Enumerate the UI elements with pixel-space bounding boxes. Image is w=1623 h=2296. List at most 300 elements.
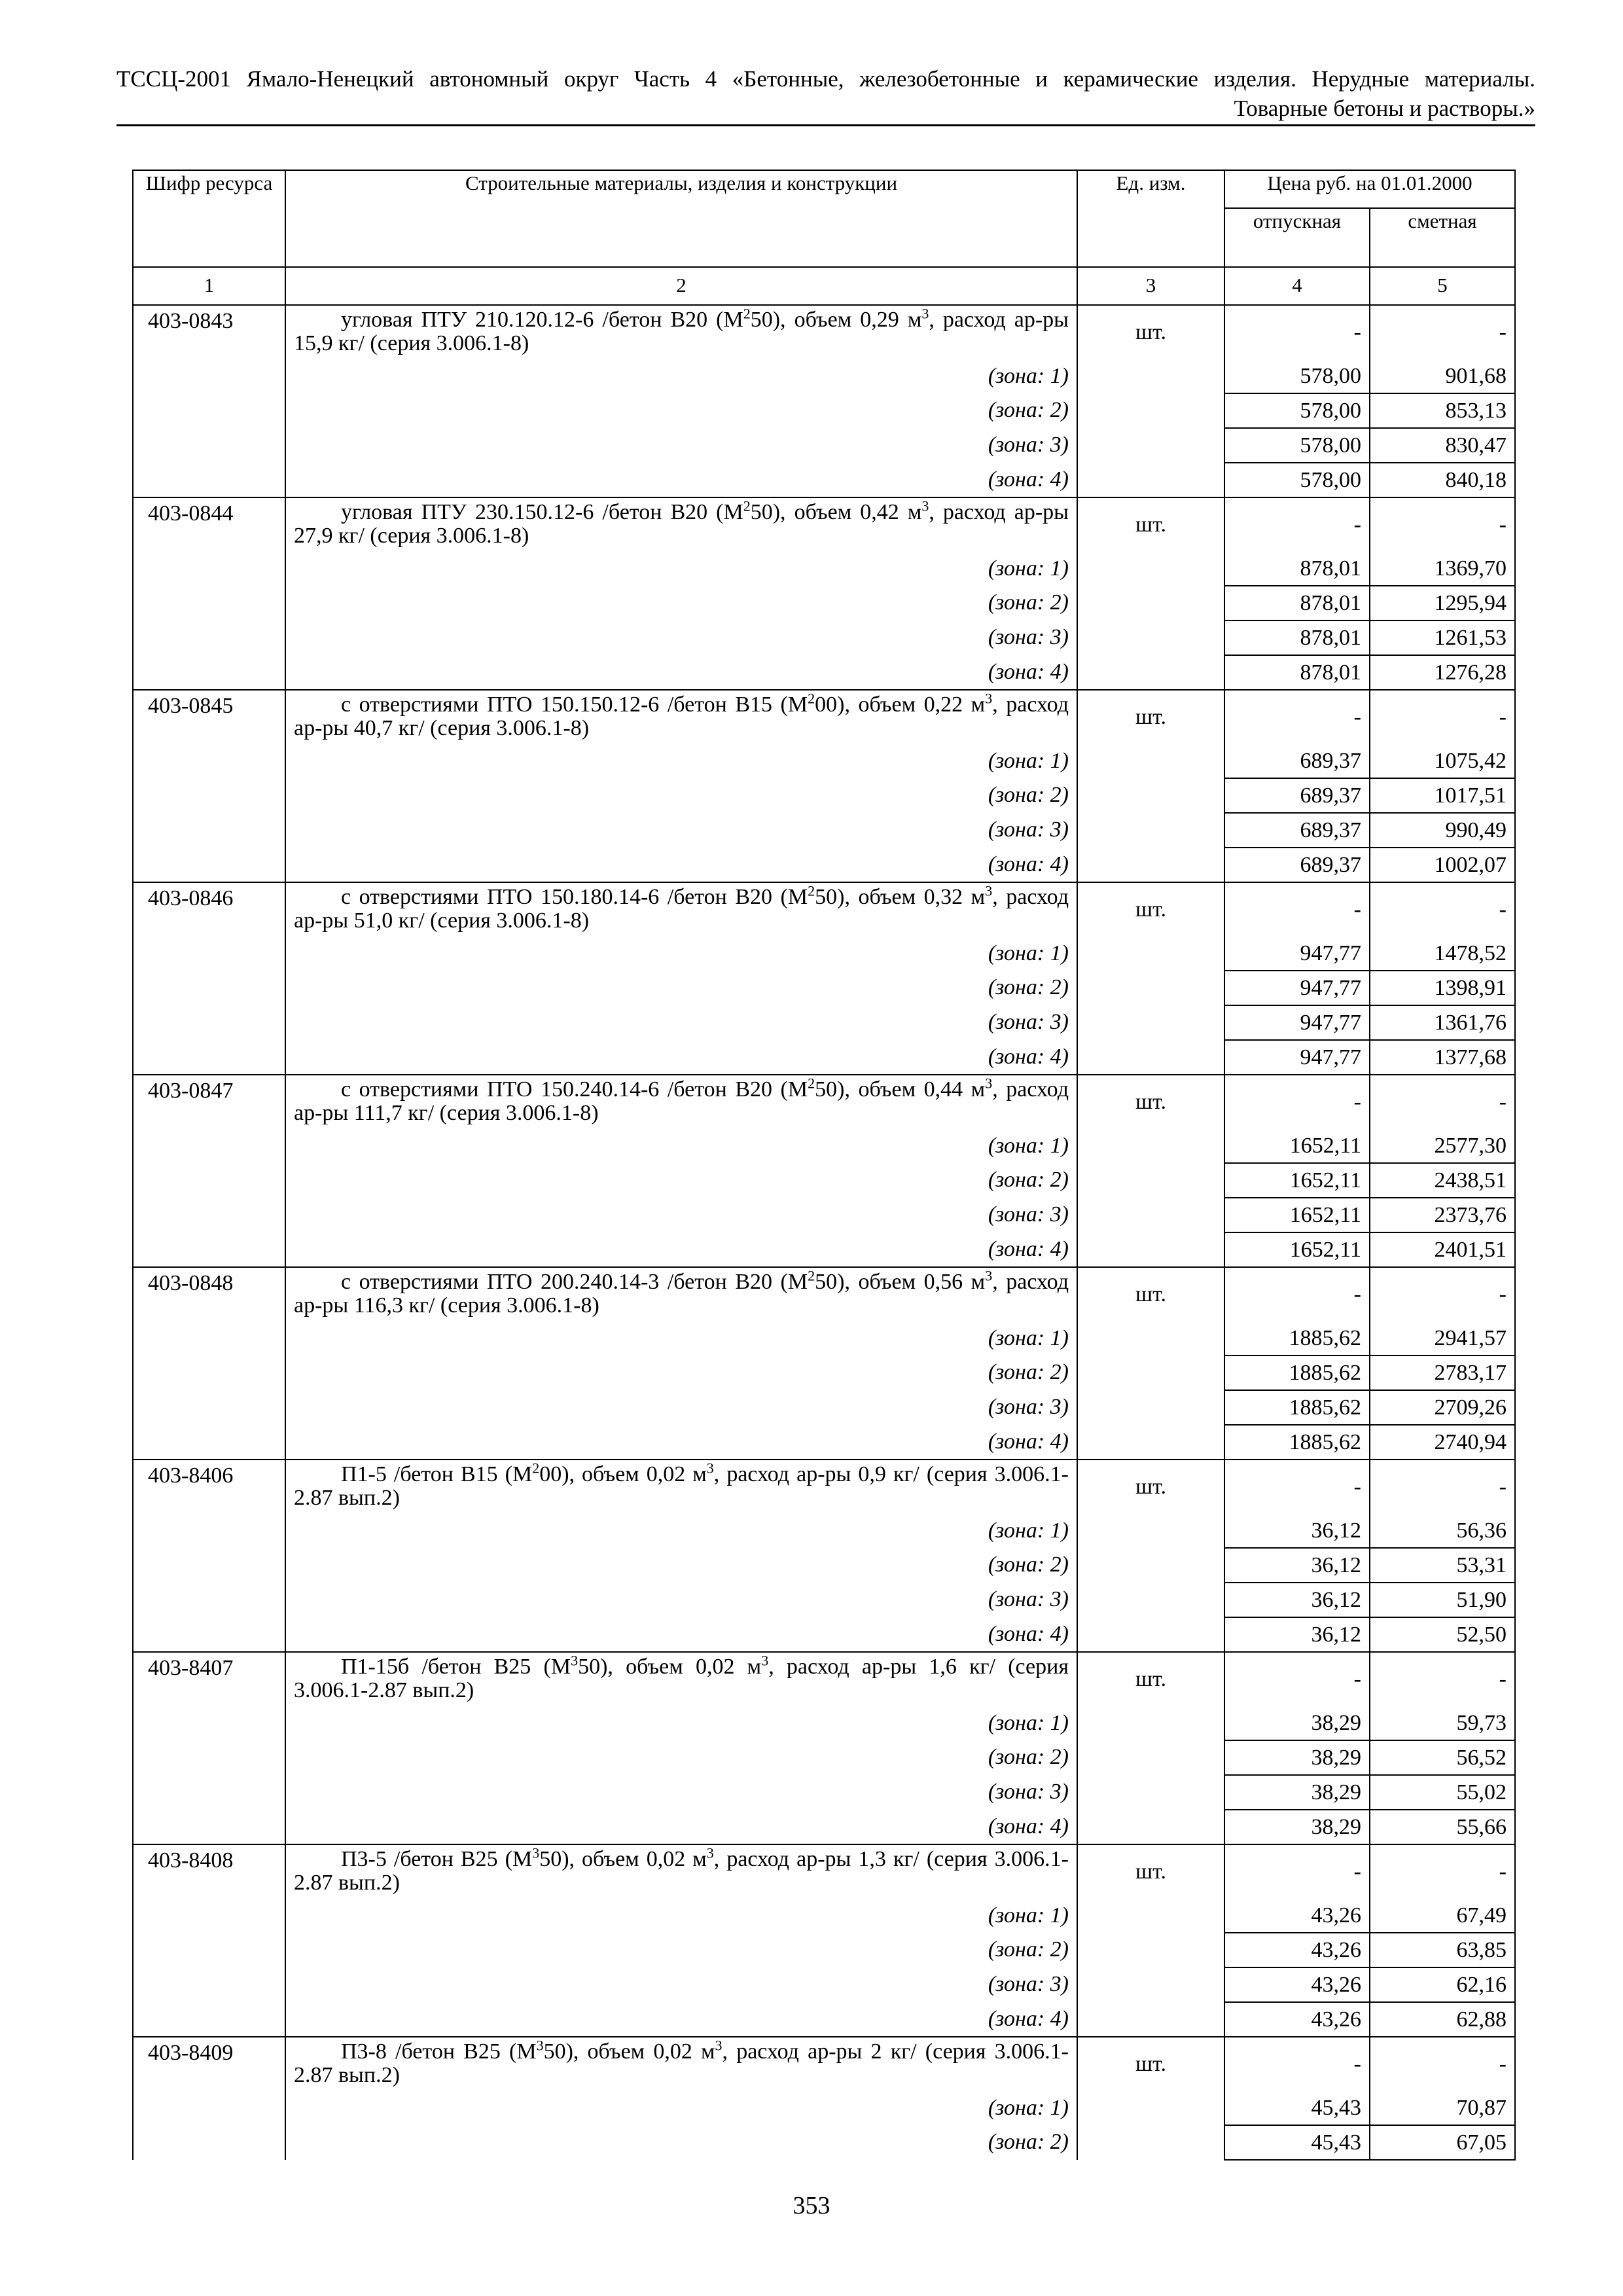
zone-estimate-price: 1017,51 [1370, 778, 1515, 813]
item-description-text [294, 1844, 1069, 1895]
item-description-text [294, 1075, 1069, 1125]
zone-label: (зона: 3) [285, 1198, 1077, 1232]
zone-row [133, 393, 1515, 428]
zone-unit [1077, 1198, 1224, 1232]
zone-row [133, 655, 1515, 690]
item-description [285, 1844, 1077, 1899]
description-part: , расход ар-ры 51,0 кг/ (серия 3.006.1-8) [294, 885, 1069, 933]
description-part: , расход ар-ры 15,9 кг/ (серия 3.006.1-8) [294, 308, 1069, 355]
release-price: - [1224, 1652, 1370, 1706]
estimate-price: - [1370, 497, 1515, 552]
zone-unit [1077, 1583, 1224, 1617]
zone-release-price: 36,12 [1224, 1548, 1370, 1583]
resource-code: 403-0843 [133, 305, 285, 497]
zone-label: (зона: 1) [285, 937, 1077, 971]
description-part: , расход ар-ры 40,7 кг/ (серия 3.006.1-8) [294, 692, 1069, 740]
zone-estimate-price: 70,87 [1370, 2091, 1515, 2125]
table-row [133, 1844, 1515, 1899]
zone-label: (зона: 4) [285, 848, 1077, 882]
zone-estimate-price: 2577,30 [1370, 1129, 1515, 1163]
item-description-text [294, 1652, 1069, 1702]
zone-label: (зона: 3) [285, 1390, 1077, 1425]
zone-row [133, 1040, 1515, 1075]
description-part: , расход ар-ры 111,7 кг/ (серия 3.006.1-8) [294, 1077, 1069, 1125]
zone-estimate-price: 56,52 [1370, 1740, 1515, 1775]
zone-unit [1077, 848, 1224, 882]
zone-release-price: 43,26 [1224, 2002, 1370, 2037]
description-part: с отверстиями ПТО 150.240.14-6 /бетон В20 (М [341, 1077, 808, 1102]
zone-label: (зона: 2) [285, 778, 1077, 813]
zone-row [133, 2002, 1515, 2037]
item-description [285, 1460, 1077, 1514]
zone-unit [1077, 1005, 1224, 1040]
zone-unit [1077, 552, 1224, 586]
zone-estimate-price: 2740,94 [1370, 1425, 1515, 1460]
description-part: 3 [985, 882, 993, 899]
zone-estimate-price: 2783,17 [1370, 1355, 1515, 1390]
resource-code: 403-0844 [133, 497, 285, 690]
zone-release-price: 38,29 [1224, 1740, 1370, 1775]
table-row [133, 882, 1515, 937]
unit-of-measure: шт. [1077, 497, 1224, 552]
zone-unit [1077, 1040, 1224, 1075]
description-part: 3 [532, 1844, 540, 1861]
release-price: - [1224, 2037, 1370, 2091]
zone-unit [1077, 1933, 1224, 1967]
column-header-code: Шифр ресурса [133, 170, 285, 267]
zone-estimate-price: 55,02 [1370, 1775, 1515, 1810]
zone-release-price: 947,77 [1224, 1005, 1370, 1040]
item-description-text [294, 305, 1069, 355]
zone-row [133, 1005, 1515, 1040]
zone-unit [1077, 1775, 1224, 1810]
description-part: 50), объем 0,32 м [815, 885, 986, 909]
description-part: 2 [808, 882, 815, 899]
zone-estimate-price: 2709,26 [1370, 1390, 1515, 1425]
zone-label: (зона: 2) [285, 1355, 1077, 1390]
description-part: 3 [921, 305, 929, 322]
zone-release-price: 947,77 [1224, 971, 1370, 1005]
zone-label: (зона: 1) [285, 359, 1077, 393]
zone-estimate-price: 853,13 [1370, 393, 1515, 428]
zone-label: (зона: 1) [285, 2091, 1077, 2125]
zone-unit [1077, 1425, 1224, 1460]
table-row [133, 1652, 1515, 1706]
table-row [133, 497, 1515, 552]
header-title-line2: Товарные бетоны и растворы.» [1234, 96, 1535, 121]
release-price: - [1224, 882, 1370, 937]
release-price: - [1224, 1460, 1370, 1514]
zone-label: (зона: 2) [285, 1740, 1077, 1775]
zone-label: (зона: 1) [285, 1899, 1077, 1933]
estimate-price: - [1370, 305, 1515, 359]
zone-label: (зона: 4) [285, 655, 1077, 690]
zone-estimate-price: 1075,42 [1370, 744, 1515, 778]
zone-row [133, 428, 1515, 463]
zone-row [133, 848, 1515, 882]
column-header-name: Строительные материалы, изделия и конструкции [285, 170, 1077, 267]
zone-release-price: 36,12 [1224, 1617, 1370, 1652]
column-header-price: Цена руб. на 01.01.2000 [1224, 170, 1515, 208]
zone-estimate-price: 1276,28 [1370, 655, 1515, 690]
zone-label: (зона: 3) [285, 1005, 1077, 1040]
zone-unit [1077, 1899, 1224, 1933]
unit-of-measure: шт. [1077, 305, 1224, 359]
unit-of-measure: шт. [1077, 882, 1224, 937]
zone-estimate-price: 2373,76 [1370, 1198, 1515, 1232]
zone-release-price: 1652,11 [1224, 1198, 1370, 1232]
table-row [133, 1075, 1515, 1129]
zone-label: (зона: 4) [285, 1232, 1077, 1267]
description-part: 3 [985, 1075, 993, 1092]
zone-estimate-price: 901,68 [1370, 359, 1515, 393]
zone-unit [1077, 463, 1224, 497]
column-header-estimate: сметная [1370, 208, 1515, 267]
description-part: 3 [985, 1267, 993, 1284]
resource-code: 403-8406 [133, 1460, 285, 1652]
unit-of-measure: шт. [1077, 1075, 1224, 1129]
resource-code: 403-8407 [133, 1652, 285, 1844]
zone-unit [1077, 1129, 1224, 1163]
zone-estimate-price: 2401,51 [1370, 1232, 1515, 1267]
unit-of-measure: шт. [1077, 2037, 1224, 2091]
zone-release-price: 1652,11 [1224, 1163, 1370, 1198]
zone-row [133, 1933, 1515, 1967]
price-table [132, 170, 1516, 2161]
zone-unit [1077, 620, 1224, 655]
zone-row [133, 1321, 1515, 1355]
zone-release-price: 1652,11 [1224, 1129, 1370, 1163]
estimate-price: - [1370, 882, 1515, 937]
zone-release-price: 689,37 [1224, 813, 1370, 848]
description-part: 00), объем 0,22 м [815, 692, 986, 717]
description-part: 50), объем 0,02 м [578, 1655, 762, 1679]
zone-estimate-price: 1478,52 [1370, 937, 1515, 971]
table-row [133, 1267, 1515, 1321]
zone-release-price: 1885,62 [1224, 1355, 1370, 1390]
zone-estimate-price: 830,47 [1370, 428, 1515, 463]
zone-unit [1077, 2002, 1224, 2037]
zone-estimate-price: 59,73 [1370, 1706, 1515, 1740]
resource-code: 403-0848 [133, 1267, 285, 1460]
description-part: 3 [536, 2037, 544, 2054]
resource-code: 403-8409 [133, 2037, 285, 2160]
zone-label: (зона: 3) [285, 620, 1077, 655]
zone-row [133, 813, 1515, 848]
zone-unit [1077, 1355, 1224, 1390]
zone-release-price: 38,29 [1224, 1810, 1370, 1844]
zone-label: (зона: 1) [285, 552, 1077, 586]
zone-row [133, 1390, 1515, 1425]
zone-unit [1077, 971, 1224, 1005]
page-number: 353 [793, 2192, 830, 2219]
description-part: 3 [706, 1844, 714, 1861]
zone-estimate-price: 840,18 [1370, 463, 1515, 497]
resource-code: 403-8408 [133, 1844, 285, 2037]
zone-release-price: 689,37 [1224, 848, 1370, 882]
zone-unit [1077, 1810, 1224, 1844]
zone-release-price: 1652,11 [1224, 1232, 1370, 1267]
zone-unit [1077, 1548, 1224, 1583]
description-part: с отверстиями ПТО 150.150.12-6 /бетон В15 (М [341, 692, 808, 717]
description-part: 2 [532, 1460, 540, 1477]
zone-release-price: 878,01 [1224, 620, 1370, 655]
zone-estimate-price: 51,90 [1370, 1583, 1515, 1617]
zone-label: (зона: 3) [285, 813, 1077, 848]
zone-row [133, 463, 1515, 497]
zone-label: (зона: 2) [285, 586, 1077, 620]
zone-row [133, 2125, 1515, 2160]
zone-unit [1077, 744, 1224, 778]
zone-estimate-price: 1369,70 [1370, 552, 1515, 586]
zone-unit [1077, 937, 1224, 971]
description-part: , расход ар-ры 27,9 кг/ (серия 3.006.1-8) [294, 500, 1069, 548]
zone-row [133, 1706, 1515, 1740]
description-part: П1-15б /бетон В25 (М [341, 1655, 571, 1679]
zone-release-price: 43,26 [1224, 1899, 1370, 1933]
zone-label: (зона: 4) [285, 1617, 1077, 1652]
zone-row [133, 1355, 1515, 1390]
zone-unit [1077, 428, 1224, 463]
description-part: 3 [715, 2037, 722, 2054]
header-title-line1: ТССЦ-2001 Ямало-Ненецкий автономный округ Часть 4 «Бетонные, железобетонные и керамические изделия. Нерудные материалы. [116, 66, 1535, 92]
zone-label: (зона: 4) [285, 2002, 1077, 2037]
description-part: 50), объем 0,02 м [539, 1847, 707, 1871]
zone-estimate-price: 62,88 [1370, 2002, 1515, 2037]
zone-row [133, 2091, 1515, 2125]
zone-label: (зона: 2) [285, 1163, 1077, 1198]
zone-unit [1077, 393, 1224, 428]
zone-release-price: 578,00 [1224, 428, 1370, 463]
zone-estimate-price: 1295,94 [1370, 586, 1515, 620]
zone-label: (зона: 4) [285, 1425, 1077, 1460]
zone-release-price: 947,77 [1224, 937, 1370, 971]
zone-release-price: 947,77 [1224, 1040, 1370, 1075]
zone-label: (зона: 2) [285, 1933, 1077, 1967]
release-price: - [1224, 1267, 1370, 1321]
zone-label: (зона: 1) [285, 1129, 1077, 1163]
description-part: 3 [921, 497, 929, 514]
zone-label: (зона: 3) [285, 1775, 1077, 1810]
resource-code: 403-0847 [133, 1075, 285, 1267]
zone-estimate-price: 67,49 [1370, 1899, 1515, 1933]
zone-unit [1077, 1706, 1224, 1740]
zone-label: (зона: 1) [285, 744, 1077, 778]
zone-release-price: 878,01 [1224, 552, 1370, 586]
estimate-price: - [1370, 1652, 1515, 1706]
item-description [285, 690, 1077, 744]
zone-row [133, 1548, 1515, 1583]
zone-unit [1077, 1390, 1224, 1425]
zone-release-price: 43,26 [1224, 1967, 1370, 2002]
zone-estimate-price: 63,85 [1370, 1933, 1515, 1967]
estimate-price: - [1370, 1075, 1515, 1129]
zone-unit [1077, 359, 1224, 393]
zone-release-price: 45,43 [1224, 2091, 1370, 2125]
column-number: 3 [1077, 267, 1224, 305]
zone-row [133, 552, 1515, 586]
zone-estimate-price: 1361,76 [1370, 1005, 1515, 1040]
zone-unit [1077, 1514, 1224, 1548]
unit-of-measure: шт. [1077, 690, 1224, 744]
zone-estimate-price: 62,16 [1370, 1967, 1515, 2002]
description-part: угловая ПТУ 210.120.12-6 /бетон В20 (М [341, 308, 743, 332]
zone-release-price: 578,00 [1224, 359, 1370, 393]
resource-code: 403-0845 [133, 690, 285, 882]
zone-estimate-price: 1261,53 [1370, 620, 1515, 655]
zone-row [133, 620, 1515, 655]
zone-unit [1077, 813, 1224, 848]
release-price: - [1224, 1075, 1370, 1129]
item-description-text [294, 1460, 1069, 1510]
description-part: П1-5 /бетон В15 (М [341, 1462, 533, 1486]
zone-row [133, 937, 1515, 971]
description-part: 2 [808, 1075, 815, 1092]
unit-of-measure: шт. [1077, 1460, 1224, 1514]
description-part: 2 [743, 305, 751, 322]
zone-row [133, 359, 1515, 393]
zone-unit [1077, 1967, 1224, 2002]
description-part: 3 [761, 1652, 769, 1669]
item-description [285, 305, 1077, 359]
zone-release-price: 43,26 [1224, 1933, 1370, 1967]
zone-row [133, 1967, 1515, 2002]
zone-release-price: 38,29 [1224, 1706, 1370, 1740]
description-part: П3-8 /бетон В25 (М [341, 2039, 537, 2064]
zone-release-price: 45,43 [1224, 2125, 1370, 2160]
estimate-price: - [1370, 1460, 1515, 1514]
description-part: 2 [808, 1267, 815, 1284]
description-part: , расход ар-ры 116,3 кг/ (серия 3.006.1-8) [294, 1270, 1069, 1318]
column-number: 1 [133, 267, 285, 305]
zone-release-price: 689,37 [1224, 778, 1370, 813]
zone-unit [1077, 655, 1224, 690]
zone-unit [1077, 1232, 1224, 1267]
zone-row [133, 1617, 1515, 1652]
zone-label: (зона: 1) [285, 1321, 1077, 1355]
zone-row [133, 778, 1515, 813]
zone-unit [1077, 778, 1224, 813]
zone-estimate-price: 56,36 [1370, 1514, 1515, 1548]
zone-row [133, 1810, 1515, 1844]
zone-row [133, 1163, 1515, 1198]
zone-row [133, 1232, 1515, 1267]
unit-of-measure: шт. [1077, 1267, 1224, 1321]
zone-estimate-price: 67,05 [1370, 2125, 1515, 2160]
zone-row [133, 1775, 1515, 1810]
description-part: , расход ар-ры 0,9 кг/ (серия 3.006.1-2.87 вып.2) [294, 1462, 1069, 1510]
zone-unit [1077, 1617, 1224, 1652]
description-part: 50), объем 0,02 м [543, 2039, 715, 2064]
column-number: 2 [285, 267, 1077, 305]
release-price: - [1224, 1844, 1370, 1899]
description-part: 2 [743, 497, 751, 514]
zone-release-price: 1885,62 [1224, 1390, 1370, 1425]
zone-row [133, 744, 1515, 778]
description-part: 3 [706, 1460, 714, 1477]
description-part: с отверстиями ПТО 150.180.14-6 /бетон В20 (М [341, 885, 808, 909]
item-description-text [294, 1267, 1069, 1318]
description-part: 3 [571, 1652, 579, 1669]
unit-of-measure: шт. [1077, 1652, 1224, 1706]
column-number: 5 [1370, 267, 1515, 305]
description-part: 3 [985, 690, 993, 707]
zone-label: (зона: 2) [285, 393, 1077, 428]
description-part: с отверстиями ПТО 200.240.14-3 /бетон В20 (М [341, 1270, 808, 1294]
column-header-unit: Ед. изм. [1077, 170, 1224, 267]
zone-unit [1077, 2091, 1224, 2125]
zone-label: (зона: 2) [285, 1548, 1077, 1583]
column-number: 4 [1224, 267, 1370, 305]
item-description [285, 882, 1077, 937]
zone-estimate-price: 2941,57 [1370, 1321, 1515, 1355]
zone-label: (зона: 1) [285, 1514, 1077, 1548]
description-part: , расход ар-ры 2 кг/ (серия 3.006.1-2.87 вып.2) [294, 2039, 1069, 2087]
item-description-text [294, 690, 1069, 740]
item-description-text [294, 882, 1069, 933]
zone-estimate-price: 1377,68 [1370, 1040, 1515, 1075]
item-description [285, 1267, 1077, 1321]
zone-release-price: 878,01 [1224, 655, 1370, 690]
zone-release-price: 578,00 [1224, 463, 1370, 497]
table-row [133, 1460, 1515, 1514]
description-part: , расход ар-ры 1,6 кг/ (серия 3.006.1-2.87 вып.2) [294, 1655, 1069, 1702]
zone-release-price: 689,37 [1224, 744, 1370, 778]
description-part: , расход ар-ры 1,3 кг/ (серия 3.006.1-2.87 вып.2) [294, 1847, 1069, 1895]
zone-estimate-price: 55,66 [1370, 1810, 1515, 1844]
zone-row [133, 1740, 1515, 1775]
zone-release-price: 878,01 [1224, 586, 1370, 620]
estimate-price: - [1370, 1844, 1515, 1899]
release-price: - [1224, 690, 1370, 744]
zone-release-price: 36,12 [1224, 1514, 1370, 1548]
table-row [133, 690, 1515, 744]
unit-of-measure: шт. [1077, 1844, 1224, 1899]
zone-row [133, 971, 1515, 1005]
zone-row [133, 586, 1515, 620]
item-description [285, 1075, 1077, 1129]
description-part: 2 [808, 690, 815, 707]
release-price: - [1224, 305, 1370, 359]
page-header [116, 64, 1535, 126]
zone-estimate-price: 1002,07 [1370, 848, 1515, 882]
zone-release-price: 1885,62 [1224, 1425, 1370, 1460]
estimate-price: - [1370, 1267, 1515, 1321]
description-part: угловая ПТУ 230.150.12-6 /бетон В20 (М [341, 500, 743, 524]
zone-row [133, 1129, 1515, 1163]
description-part: 50), объем 0,44 м [815, 1077, 986, 1102]
item-description [285, 2037, 1077, 2091]
zone-label: (зона: 3) [285, 1967, 1077, 2002]
zone-label: (зона: 2) [285, 971, 1077, 1005]
description-part: 50), объем 0,56 м [815, 1270, 986, 1294]
release-price: - [1224, 497, 1370, 552]
zone-estimate-price: 1398,91 [1370, 971, 1515, 1005]
zone-estimate-price: 52,50 [1370, 1617, 1515, 1652]
zone-estimate-price: 990,49 [1370, 813, 1515, 848]
zone-unit [1077, 1321, 1224, 1355]
description-part: 00), объем 0,02 м [539, 1462, 707, 1486]
zone-label: (зона: 4) [285, 1810, 1077, 1844]
zone-label: (зона: 3) [285, 428, 1077, 463]
zone-label: (зона: 2) [285, 2125, 1077, 2160]
item-description [285, 1652, 1077, 1706]
zone-row [133, 1198, 1515, 1232]
zone-unit [1077, 586, 1224, 620]
zone-estimate-price: 2438,51 [1370, 1163, 1515, 1198]
estimate-price: - [1370, 690, 1515, 744]
zone-label: (зона: 4) [285, 463, 1077, 497]
